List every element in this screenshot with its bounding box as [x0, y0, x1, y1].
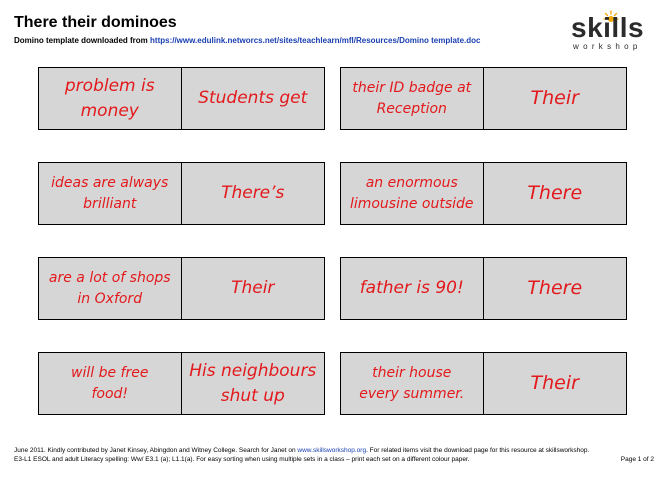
domino-left-text: an enormous limousine outside: [341, 163, 484, 224]
domino-card: [340, 67, 627, 130]
domino-left-text: ideas are always brilliant: [39, 163, 182, 224]
domino-card: [340, 162, 627, 225]
skillsworkshop-link[interactable]: www.skillsworkshop.org: [297, 447, 367, 454]
domino-card: [38, 257, 325, 320]
footer-related: . For related items visit the download page for this resource at skillsworkshop.: [366, 447, 590, 454]
skills-workshop-logo: [571, 10, 661, 54]
domino-right-text: His neighbours shut up: [189, 360, 317, 406]
page-number: Page 1 of 2: [620, 456, 654, 463]
footer-credit: June 2011. Kindly contributed by Janet Kinsey, Abingdon and Witney College. Search for Janet on: [14, 447, 296, 454]
domino-right-text: There: [527, 276, 583, 299]
logo-word: skills: [571, 12, 645, 43]
domino-card: [38, 162, 325, 225]
domino-right-text: Students get: [198, 88, 308, 109]
domino-right-text: Their: [530, 86, 579, 109]
domino-card: [340, 257, 627, 320]
domino-right-text: Their: [231, 278, 275, 299]
page-title: There their dominoes: [14, 14, 177, 31]
domino-left-text: problem is money: [39, 68, 182, 129]
domino-right-text: Their: [530, 371, 579, 394]
footer-line-1: [14, 446, 654, 455]
domino-card: [38, 67, 325, 130]
domino-right-text: There: [527, 181, 583, 204]
domino-card: [340, 352, 627, 415]
subtitle-prefix: Domino template downloaded from: [14, 36, 148, 45]
domino-left-text: their house every summer.: [341, 353, 484, 414]
domino-left-text: father is 90!: [341, 258, 484, 319]
template-source-line: [14, 36, 480, 45]
domino-left-text: will be free food!: [39, 353, 182, 414]
domino-card: [38, 352, 325, 415]
template-source-link[interactable]: https://www.edulink.networcs.net/sites/teachlearn/mfl/Resources/Domino template.doc: [150, 36, 481, 45]
page-footer: [14, 446, 654, 464]
domino-right-text: There’s: [221, 183, 285, 204]
footer-line-2: E3-L1 ESOL and adult Literacy spelling: Ww/ E3.1 (a); L1.1(a). For easy sorting when using multiple sets in a class – print each set on a different colour paper.: [14, 456, 470, 463]
logo-sub: workshop: [573, 42, 642, 51]
domino-left-text: are a lot of shops in Oxford: [39, 258, 182, 319]
domino-left-text: their ID badge at Reception: [341, 68, 484, 129]
